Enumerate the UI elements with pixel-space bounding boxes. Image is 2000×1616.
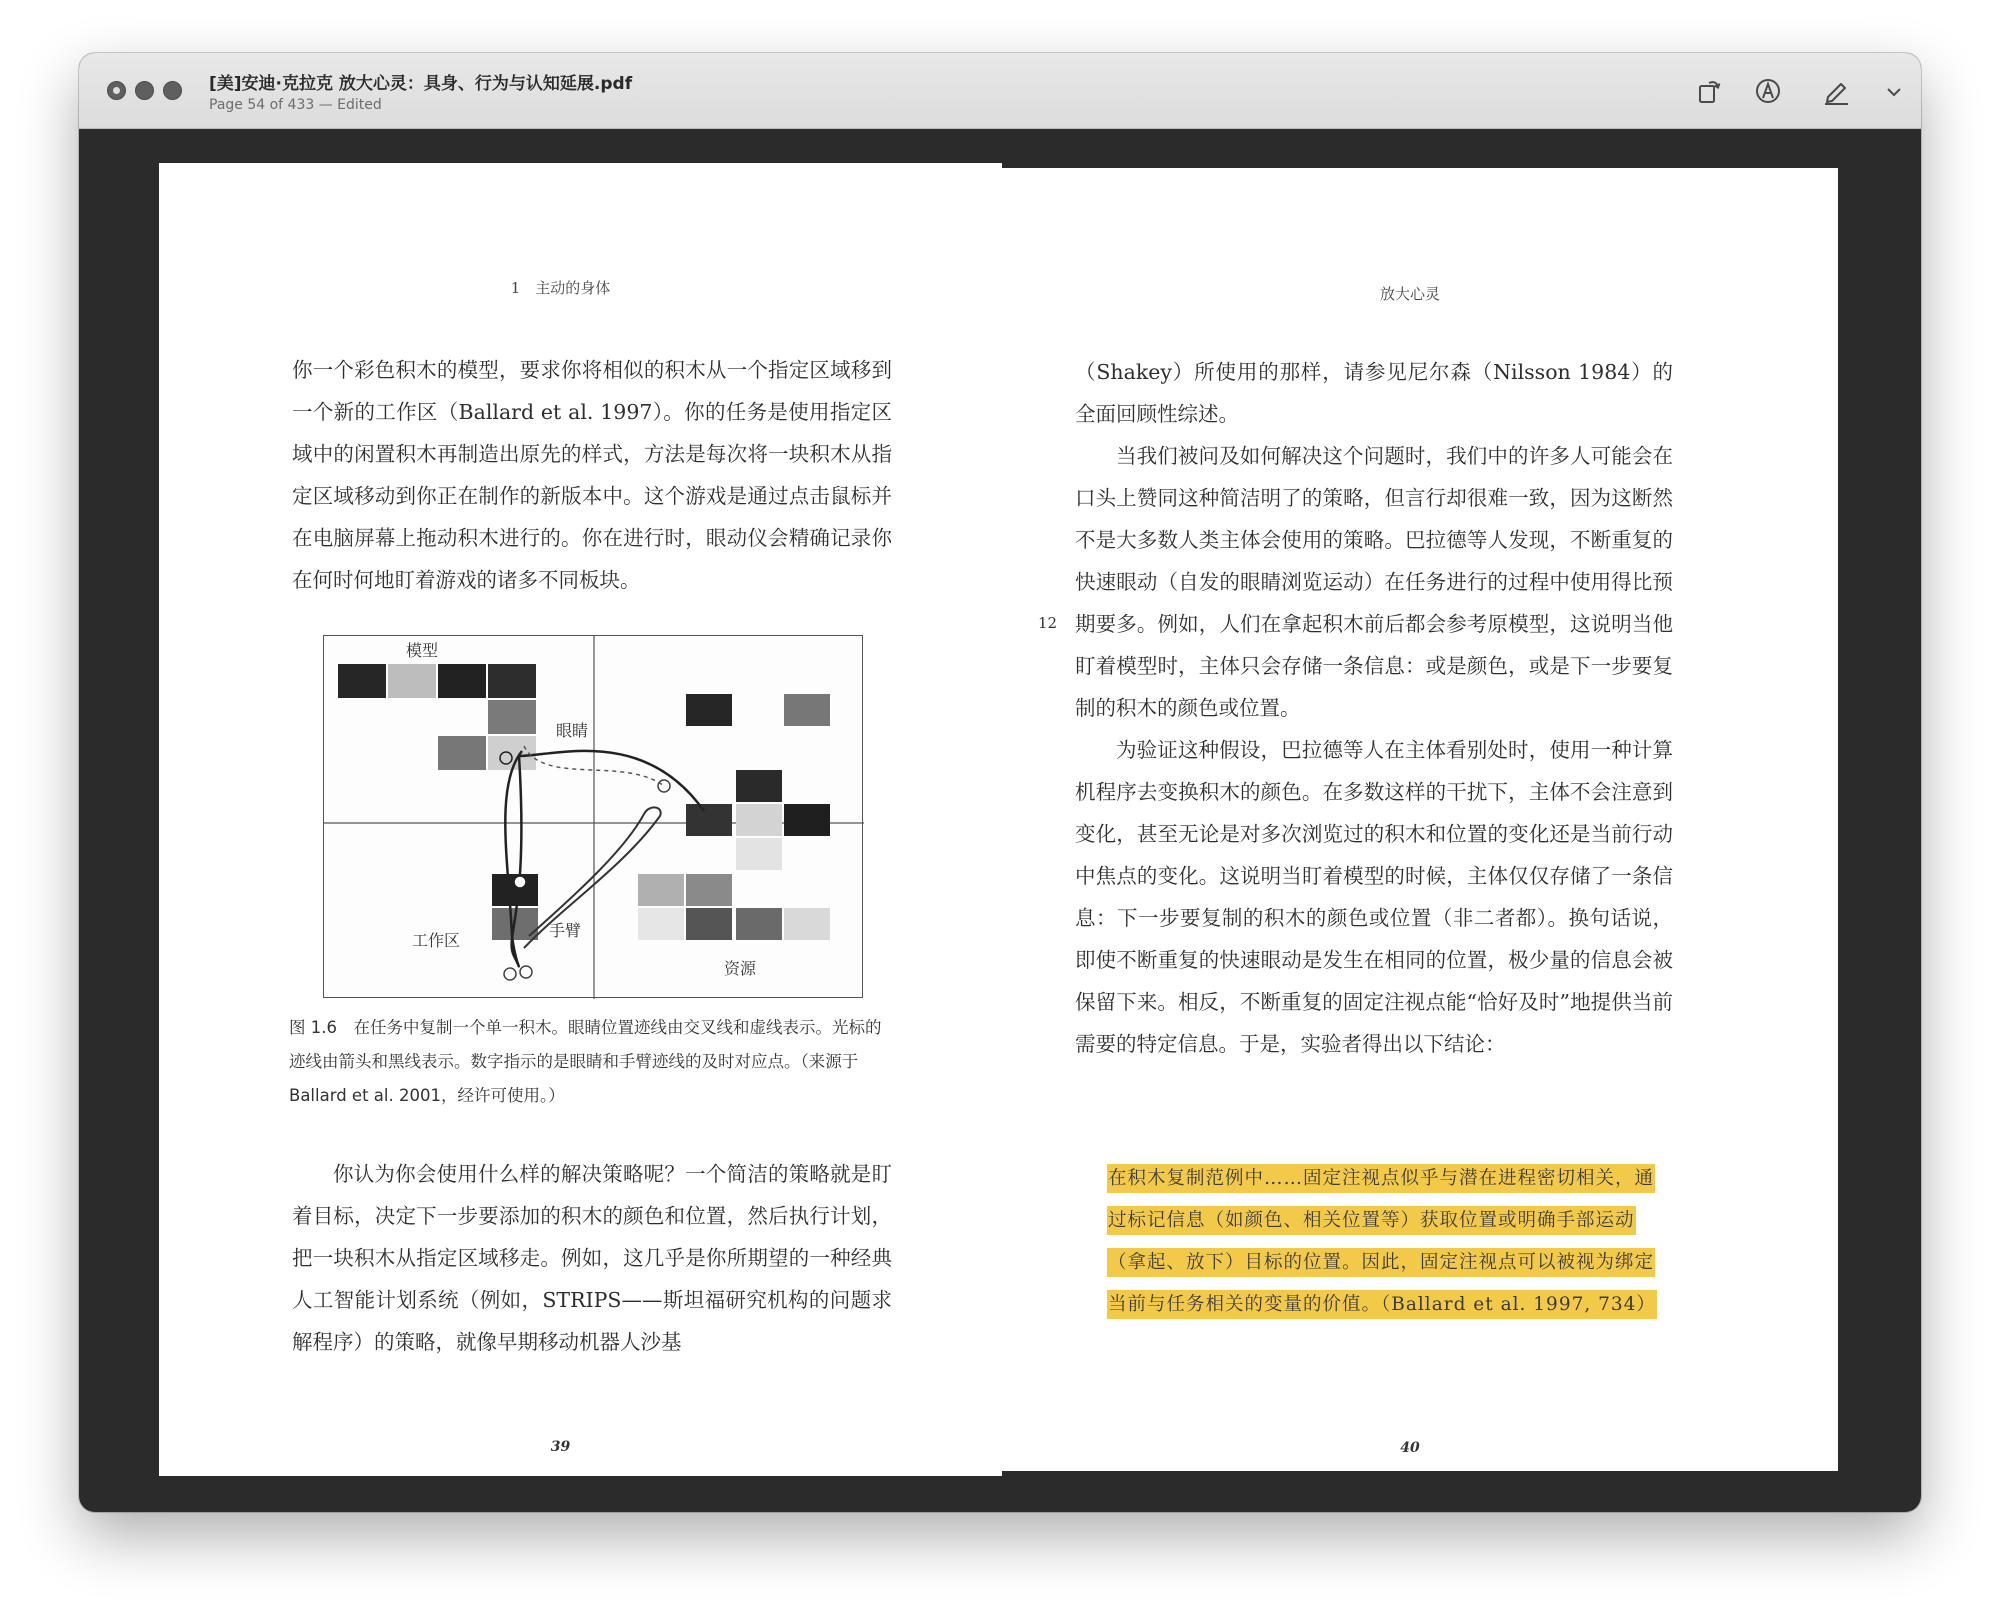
markup-icon[interactable] — [1752, 75, 1784, 107]
body-paragraph: （Shakey）所使用的那样，请参见尼尔森（Nilsson 1984）的全面回顾性综述。 — [1075, 360, 1673, 426]
right-page — [1002, 168, 1838, 1471]
body-paragraph: 当我们被问及如何解决这个问题时，我们中的许多人可能会在口头上赞同这种简洁明了的策略，但言行却很难一致，因为这断然不是大多数人类主体会使用的策略。巴拉德等人发现，不断重复的快速眼动（自发的眼睛浏览运动）在任务进行的过程中使用得比预期要多。例如，人们在拿起积木前后都会参考原模型，这说明当他盯着模型时，主体只会存储一条信息：或是颜色，或是下一步要复制的积木的颜色或位置。 — [1075, 444, 1673, 720]
chevron-down-icon[interactable] — [1878, 75, 1902, 107]
close-window-button[interactable] — [107, 81, 126, 100]
figure-drawing — [324, 636, 864, 999]
page-number: 40 — [1400, 1440, 1420, 1456]
page-number: 39 — [550, 1439, 571, 1455]
running-head: 放大心灵 — [1379, 285, 1440, 303]
figure-caption: 图 1.6 在任务中复制一个单一积木。眼睛位置迹线由交叉线和虚线表示。光标的迹线由箭头和黑线表示。数字指示的是眼睛和手臂迹线的及时对应点。（来源于 Ballard et al. 2001，经许可使用。） — [289, 1018, 882, 1105]
figure-label-eye: 眼睛 — [556, 721, 589, 740]
highlight-pen-icon[interactable] — [1820, 75, 1852, 107]
figure-label-model: 模型 — [406, 641, 439, 660]
page-status: Page 54 of 433 — Edited — [209, 97, 382, 113]
left-page — [159, 163, 1002, 1476]
figure-label-workspace: 工作区 — [412, 931, 461, 950]
preview-window — [79, 53, 1921, 1512]
figure-label-resource: 资源 — [724, 959, 757, 978]
highlighted-quote[interactable]: 在积木复制范例中……固定注视点似乎与潜在进程密切相关，通过标记信息（如颜色、相关位置等）获取位置或明确手部运动（拿起、放下）目标的位置。因此，固定注视点可以被视为绑定当前与任务相关的变量的价值。（Ballard et al. 1997, 734） — [1107, 1164, 1657, 1319]
minimize-window-button[interactable] — [135, 81, 154, 100]
zoom-window-button[interactable] — [163, 81, 182, 100]
title-bar — [79, 53, 1921, 129]
block-quote — [1107, 1158, 1667, 1326]
body-paragraph: 你认为你会使用什么样的解决策略呢？一个简洁的策略就是盯着目标，决定下一步要添加的积木的颜色和位置，然后执行计划，把一块积木从指定区域移走。例如，这几乎是你所期望的一种经典人工智能计划系统（例如，STRIPS——斯坦福研究机构的问题求解程序）的策略，就像早期移动机器人沙基 — [292, 1162, 892, 1354]
document-title: [美]安迪·克拉克 放大心灵：具身、行为与认知延展.pdf — [209, 74, 633, 94]
title-block — [209, 69, 632, 113]
running-head: 1 主动的身体 — [510, 279, 611, 297]
body-paragraph: 为验证这种假设，巴拉德等人在主体看别处时，使用一种计算机程序去变换积木的颜色。在多数这样的干扰下，主体不会注意到变化，甚至无论是对多次浏览过的积木和位置的变化还是当前行动中焦点的变化。这说明当盯着模型的时候，主体仅仅存储了一条信息：下一步要复制的积木的颜色或位置（非二者都）。换句话说，即使不断重复的快速眼动是发生在相同的位置，极少量的信息会被保留下来。相反，不断重复的固定注视点能“恰好及时”地提供当前需要的特定信息。于是，实验者得出以下结论： — [1075, 738, 1673, 1056]
window-controls — [107, 81, 182, 101]
rotate-icon[interactable] — [1693, 75, 1725, 107]
margin-page-reference: 12 — [1038, 614, 1058, 632]
figure-block-copy-diagram — [323, 635, 863, 998]
body-paragraph: 你一个彩色积木的模型，要求你将相似的积木从一个指定区域移到一个新的工作区（Ballard et al. 1997）。你的任务是使用指定区域中的闲置积木再制造出原先的样式，方法是每次将一块积木从指定区域移动到你正在制作的新版本中。这个游戏是通过点击鼠标并在电脑屏幕上拖动积木进行的。你在进行时，眼动仪会精确记录你在何时何地盯着游戏的诸多不同板块。 — [292, 358, 892, 592]
figure-label-arm: 手臂 — [549, 921, 582, 940]
